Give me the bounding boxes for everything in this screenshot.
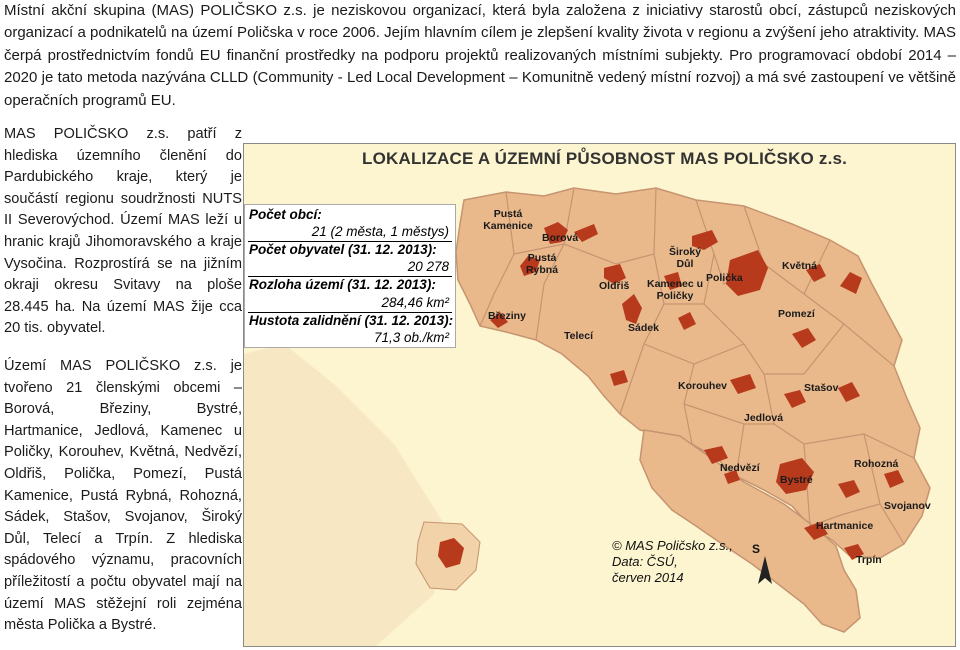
town-label: Květná bbox=[782, 260, 818, 272]
town-label: Pustá Kamenice bbox=[483, 208, 533, 232]
intro-paragraph: Místní akční skupina (MAS) POLIČSKO z.s. je neziskovou organizací, která byla založena z iniciativy starostů obcí, zástupců neziskových organizací a podnikatelů na území Poličska v roce 2006. Jejím hlavním cílem je zlepšení kvality života v regionu a zvýšení jeho atraktivity. MAS čerpá prostřednictvím fondů EU finanční prostředky na podporu projektů realizovaných místními subjekty. Pro programovací období 2014 – 2020 je tato metoda nazývána CLLD (Community - Led Local Development – Komunitně vedený místní rozvoj) a má své zastoupení ve většině operačních programů EU. bbox=[4, 2, 956, 109]
town-label: Jedlová bbox=[744, 412, 784, 424]
town-label: Polička bbox=[706, 272, 743, 284]
town-label: Pomezí bbox=[778, 308, 815, 320]
stat-density-label: Hustota zalidnění (31. 12. 2013): bbox=[249, 313, 454, 328]
town-label: Korouhev bbox=[678, 380, 728, 392]
town-label: Nedvězí bbox=[720, 462, 760, 474]
town-label: Stašov bbox=[804, 382, 839, 394]
stat-area-value: 284,46 km² bbox=[381, 295, 449, 310]
map-title: LOKALIZACE A ÚZEMNÍ PŮSOBNOST MAS POLIČSKO z.s. bbox=[362, 149, 848, 168]
town-label: Pustá Rybná bbox=[525, 252, 559, 276]
town-label: Sádek bbox=[628, 322, 659, 334]
town-label: Bystré bbox=[780, 474, 813, 486]
stat-municipalities-value: 21 (2 města, 1 městys) bbox=[311, 224, 449, 239]
town-label: Hartmanice bbox=[816, 520, 874, 532]
town-label: Široký Důl bbox=[668, 246, 702, 270]
town-label: Trpín bbox=[856, 554, 882, 566]
town-label: Rohozná bbox=[854, 458, 899, 470]
stats-box bbox=[244, 204, 456, 348]
surrounding-region bbox=[244, 344, 444, 647]
credit-line: červen 2014 bbox=[612, 570, 684, 585]
town-label: Kamenec u Poličky bbox=[646, 278, 704, 302]
stat-population-label: Počet obyvatel (31. 12. 2013): bbox=[249, 242, 437, 257]
credit-line: Data: ČSÚ, bbox=[612, 554, 678, 569]
municipalities-paragraph: Území MAS POLIČSKO z.s. je tvořeno 21 členskými obcemi – Borová, Březiny, Bystré, Hartmanice, Jedlová, Kamenec u Poličky, Korouhev, Květná, Nedvězí, Oldřiš, Polička, Pomezí, Pustá Kamenice, Pustá Rybná, Rohozná, Sádek, Stašov, Svojanov, Široký Důl, Telecí a Trpín. Z hlediska spádového významu, pracovních příležitostí a počtu obyvatel mají na území MAS stěžejní roli zejména města Polička a Bystré. bbox=[4, 358, 242, 634]
stat-municipalities-label: Počet obcí: bbox=[249, 207, 322, 222]
north-label: S bbox=[752, 542, 761, 556]
town-label: Oldřiš bbox=[599, 280, 630, 292]
town-label: Borová bbox=[542, 232, 579, 244]
credit-line: © MAS Poličsko z.s., bbox=[612, 538, 733, 553]
map-credit bbox=[612, 538, 733, 586]
town-label: Telecí bbox=[564, 330, 593, 342]
stat-population-value: 20 278 bbox=[407, 259, 449, 274]
town-label: Březiny bbox=[488, 310, 526, 322]
stat-area-label: Rozloha území (31. 12. 2013): bbox=[249, 277, 436, 292]
region-paragraph: MAS POLIČSKO z.s. patří z hlediska územního členění do Pardubického kraje, který je součástí regionu soudržnosti NUTS II Severovýchod. Území MAS leží u hranic krajů Jihomoravského a kraje Vysočina. Rozprostírá se na jižním okraji okresu Svitavy na ploše 28.445 ha. Na území MAS žije cca 20 tis. obyvatel. bbox=[4, 126, 242, 337]
locality-map bbox=[243, 143, 956, 647]
stat-density-value: 71,3 ob./km² bbox=[373, 330, 449, 345]
town-label: Svojanov bbox=[884, 500, 931, 512]
